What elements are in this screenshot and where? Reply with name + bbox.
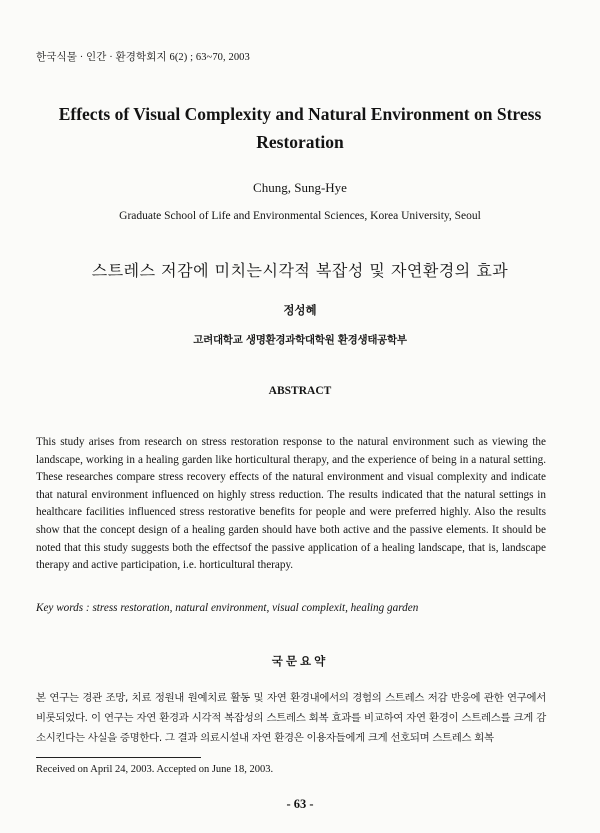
author-name: Chung, Sung-Hye: [253, 180, 347, 195]
footnote-divider: [36, 757, 201, 758]
page-number: - 63 -: [286, 797, 314, 811]
korean-title: 스트레스 저감에 미치는시각적 복잡성 및 자연환경의 효과: [91, 261, 509, 280]
abstract-text: This study arises from research on stress restoration response to the natural environment such as viewing the landscape, working in a healing garden like horticultural therapy, and the experience of being in a natural setting. These researches compare stress recovery effects of the natural environment and visual complexity and indicate that natural environment influenced on highly stress reduction. The results indicated that the natural settings in healthcare facilities influenced stress restorative benefits for people and were preferred highly. Also the results show that the concept design of a healing garden should have both active and the passive elements. It should be noted that this study suggests both the effectsof the passive application of a healing landscape, that is, landscape therapy and active participation, i.e. horticultural therapy.: [36, 436, 546, 572]
running-head: 한국식물 · 인간 · 환경학회지 6(2) ; 63~70, 2003: [36, 52, 250, 63]
korean-affiliation: 고려대학교 생명환경과학대학원 환경생태공학부: [193, 334, 407, 346]
author-affiliation: Graduate School of Life and Environmental Sciences, Korea University, Seoul: [119, 210, 481, 222]
paper-title: Effects of Visual Complexity and Natural Environment on Stress Restoration: [58, 104, 542, 152]
keywords: Key words : stress restoration, natural environment, visual complexit, healing garden: [36, 602, 419, 614]
korean-author-name: 정성혜: [283, 303, 317, 317]
received-footnote: Received on April 24, 2003. Accepted on June 18, 2003.: [36, 764, 274, 775]
abstract-heading: ABSTRACT: [268, 385, 332, 397]
korean-abstract-heading: 국문요약: [271, 654, 329, 668]
korean-abstract-text: 본 연구는 경관 조망, 치료 정원내 원예치료 활동 및 자연 환경내에서의 경험의 스트레스 저감 반응에 관한 연구에서 비롯되었다. 이 연구는 자연 환경과 시각적 복잡성의 스트레스 회복 효과를 비교하여 자연 환경이 스트레스를 크게 감소시킨다는 사실을 증명한다. 그 결과 의료시설내 자연 환경은 이용자들에게 크게 선호되며 스트레스 회복: [36, 692, 546, 744]
